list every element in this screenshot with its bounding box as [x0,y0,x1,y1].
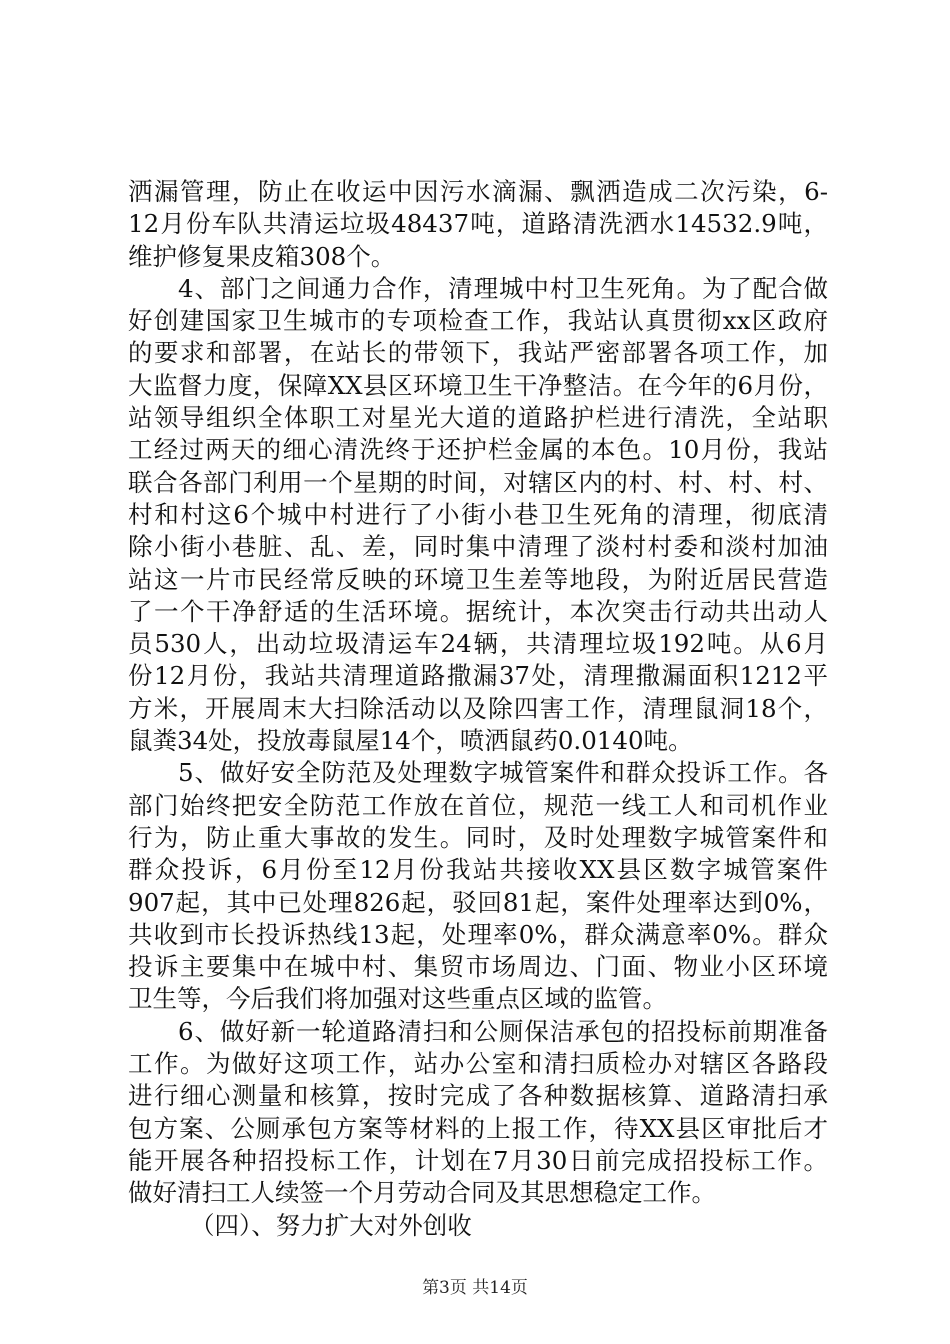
text-line: 村和村这6个城中村进行了小街小巷卫生死角的清理，彻底清 [128,499,828,529]
paragraph-heading-line: 4、部门之间通力合作，清理城中村卫生死角。为了配合做 [178,273,828,303]
text-line: 行为，防止重大事故的发生。同时，及时处理数字城管案件和 [128,822,828,852]
paragraph-heading-line: 6、做好新一轮道路清扫和公厕保洁承包的招投标前期准备 [178,1016,828,1046]
text-line: 大监督力度，保障XX县区环境卫生干净整洁。在今年的6月份， [128,370,828,400]
document-body [128,176,828,1242]
text-line: 洒漏管理，防止在收运中因污水滴漏、飘洒造成二次污染，6- [128,177,828,206]
text-line: 工经过两天的细心清洗终于还护栏金属的本色。10月份，我站 [128,435,828,465]
text-line: 鼠粪34处，投放毒鼠屋14个，喷洒鼠药0.0140吨。 [128,726,693,756]
section-heading: （四）、努力扩大对外创收 [190,1210,472,1240]
text-line: 了一个干净舒适的生活环境。据统计，本次突击行动共出动人 [128,596,828,626]
text-line: 维护修复果皮箱308个。 [128,241,396,271]
text-line: 好创建国家卫生城市的专项检查工作，我站认真贯彻xx区政府 [128,306,828,336]
text-line: 部门始终把安全防范工作放在首位，规范一线工人和司机作业 [128,790,828,820]
text-line: 包方案、公厕承包方案等材料的上报工作，待XX县区审批后才 [128,1113,828,1143]
text-line: 投诉主要集中在城中村、集贸市场周边、门面、物业小区环境 [128,952,828,982]
paragraph-heading-line: 5、做好安全防范及处理数字城管案件和群众投诉工作。各 [178,758,828,788]
text-line: 工作。为做好这项工作，站办公室和清扫质检办对辖区各路段 [128,1049,828,1079]
text-line: 站领导组织全体职工对星光大道的道路护栏进行清洗，全站职 [128,403,828,433]
text-line: 除小街小巷脏、乱、差，同时集中清理了淡村村委和淡村加油 [128,532,828,562]
text-line: 卫生等，今后我们将加强对这些重点区域的监管。 [128,984,667,1014]
text-line: 共收到市长投诉热线13起，处理率0%，群众满意率0%。群众 [128,919,828,949]
text-line: 联合各部门利用一个星期的时间，对辖区内的村、村、村、村、 [128,467,828,497]
text-line: 份12月份，我站共清理道路撒漏37处，清理撒漏面积1212平 [128,661,828,691]
page-number-label: 第3页 共14页 [422,1278,528,1298]
text-line: 能开展各种招投标工作，计划在7月30日前完成招投标工作。 [128,1145,828,1175]
text-line: 方米，开展周末大扫除活动以及除四害工作，清理鼠洞18个， [128,693,828,723]
text-line: 员530人，出动垃圾清运车24辆，共清理垃圾192吨。从6月 [128,629,828,659]
text-line: 907起，其中已处理826起，驳回81起，案件处理率达到0%， [128,887,828,917]
text-line: 12月份车队共清运垃圾48437吨，道路清洗洒水14532.9吨， [128,209,828,239]
text-line: 站这一片市民经常反映的环境卫生差等地段，为附近居民营造 [128,564,828,594]
text-line: 群众投诉，6月份至12月份我站共接收XX县区数字城管案件 [128,855,828,885]
text-line: 进行细心测量和核算，按时完成了各种数据核算、道路清扫承 [128,1081,828,1111]
text-line: 做好清扫工人续签一个月劳动合同及其思想稳定工作。 [128,1178,716,1208]
text-line: 的要求和部署，在站长的带领下，我站严密部署各项工作，加 [128,338,828,368]
page-footer [0,1273,950,1298]
